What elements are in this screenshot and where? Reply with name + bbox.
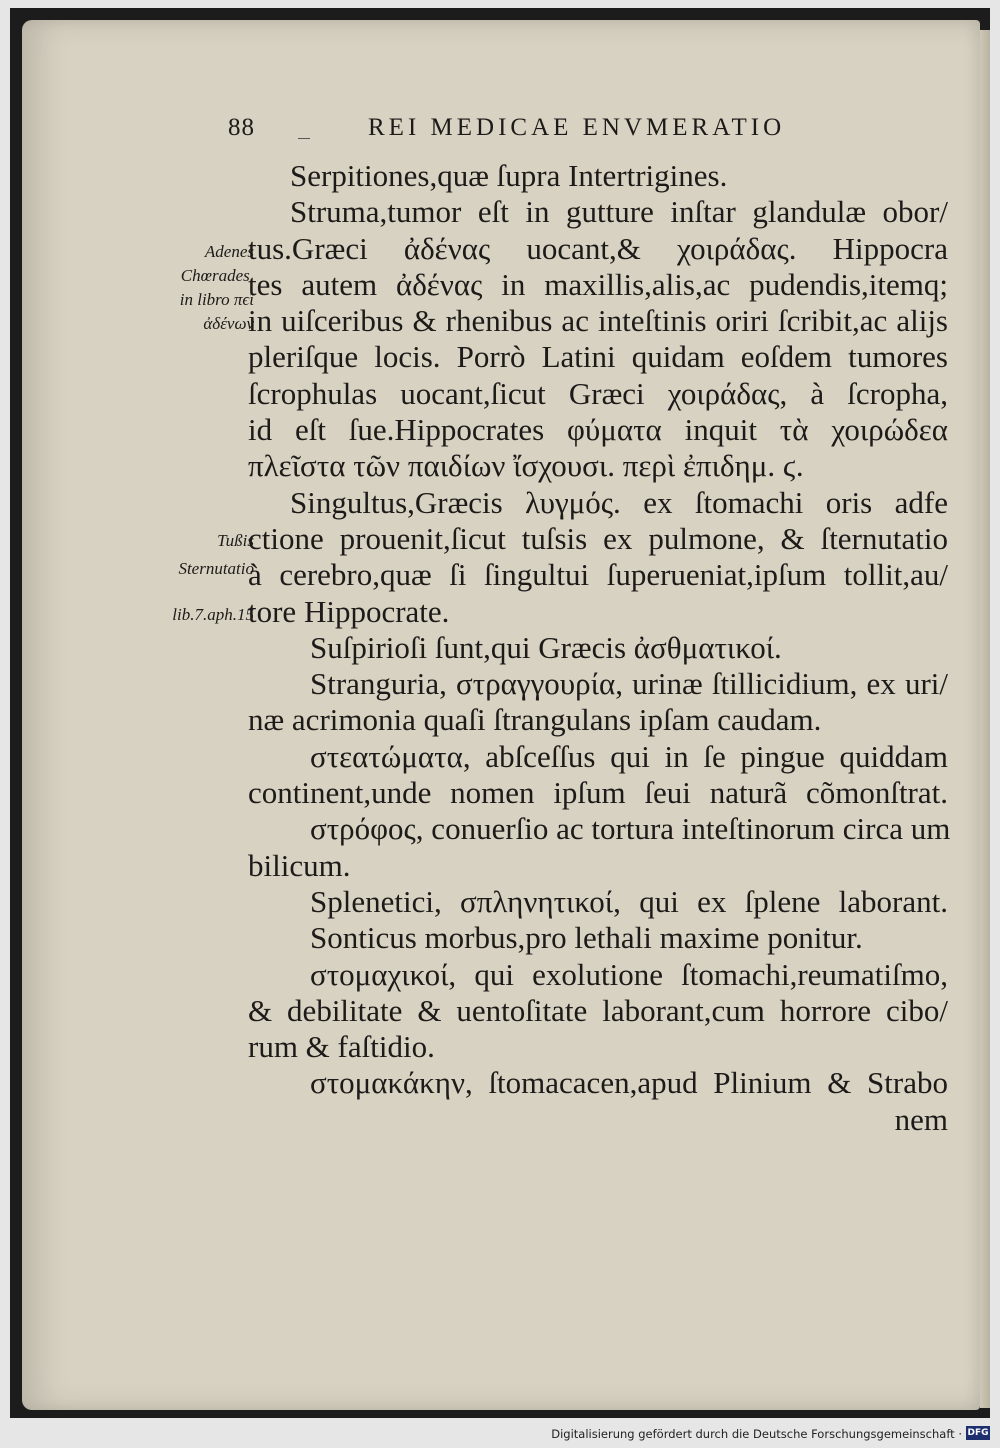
text-line: στρόφος, conuerſio ac tortura inteſtinorum circa um — [310, 811, 951, 847]
text-line: continent,unde nomen ipſum ſeui naturã cõmonſtrat. — [248, 775, 948, 811]
margin-note: Sternutatio — [178, 559, 254, 578]
text-line: id eſt ſue.Hippocrates φύματα inquit τὰ χοιρώδεα — [248, 412, 948, 448]
text-line: tes autem ἀδένας in maxillis,alis,ac pudendis,itemq; — [248, 266, 948, 302]
text-line: Suſpirioſi ſunt,qui Græcis ἀσθματικοί. — [310, 629, 782, 665]
text-line: tore Hippocrate. — [248, 593, 450, 629]
text-line: Serpitiones,quæ ſupra Intertrigines. — [290, 158, 728, 193]
running-head — [228, 114, 828, 154]
text-line: Singultus,Græcis λυγμός. ex ſtomachi oris adfe — [290, 484, 948, 520]
footer-credit: Digitalisierung gefördert durch die Deutsche Forschungsgemeinschaft · — [551, 1427, 962, 1441]
margin-note: Chœrades. — [180, 266, 254, 285]
text-line: Struma,tumor eſt in gutture inſtar glandulæ obor/ — [290, 194, 948, 230]
footer-bar — [0, 1418, 1000, 1448]
page-number: 88 — [228, 114, 255, 141]
text-line: πλεῖστα τῶν παιδίων ἴσχουσι. περὶ ἐπιδημ. ϛ. — [248, 448, 804, 484]
page-edge — [980, 30, 990, 1408]
text-line: ctione prouenit,ſicut tuſsis ex pulmone, & ſternutatio — [248, 520, 948, 556]
text-line: in uiſceribus & rhenibus ac inteſtinis oriri ſcribit,ac alijs — [248, 303, 948, 339]
text-line: tus.Græci ἀδένας uocant,& χοιράδας. Hippocra — [248, 230, 948, 266]
margin-note: Adenes — [204, 242, 254, 261]
text-line: Stranguria, στραγγουρία, urinæ ſtillicidium, ex uri/ — [310, 666, 948, 702]
text-line: næ acrimonia quaſi ſtrangulans ipſam caudam. — [248, 702, 822, 738]
dfg-logo-icon: DFG — [967, 1428, 989, 1438]
margin-note: in libro πϵ̃ὶ — [179, 290, 254, 309]
text-line: στομαχικοί, qui exolutione ſtomachi,reumatiſmo, — [310, 956, 948, 992]
marginalia — [134, 240, 254, 627]
text-line: στομακάκην, ſtomacacen,apud Plinium & Strabo — [310, 1065, 948, 1101]
printer-mark — [298, 138, 310, 139]
margin-note: ἀδένων — [203, 314, 254, 333]
text-line: στεατώματα, abſceſſus qui in ſe pingue quiddam — [310, 738, 948, 774]
text-line: Splenetici, σπληνητικοί, qui ex ſplene laborant. — [310, 883, 948, 919]
margin-note: Tußis — [217, 531, 254, 550]
text-line: bilicum. — [248, 847, 351, 883]
text-line: Sonticus morbus,pro lethali maxime ponitur. — [310, 920, 863, 956]
margin-note: lib.7.aph.15 — [172, 605, 254, 624]
body-text — [248, 158, 951, 1138]
text-line: rum & faſtidio. — [248, 1029, 435, 1065]
text-line: & debilitate & uentoſitate laborant,cum horrore cibo/ — [248, 992, 948, 1028]
running-head-title: REI MEDICAE ENVMERATIO — [368, 114, 786, 141]
text-line: nem — [894, 1101, 948, 1137]
text-line: ſcrophulas uocant,ſicut Græci χοιράδας, à ſcropha, — [248, 375, 948, 411]
text-line: à cerebro,quæ ſi ſingultui ſuperueniat,ipſum tollit,au/ — [248, 557, 948, 593]
text-line: pleriſque locis. Porrò Latini quidam eoſdem tumores — [248, 339, 948, 375]
